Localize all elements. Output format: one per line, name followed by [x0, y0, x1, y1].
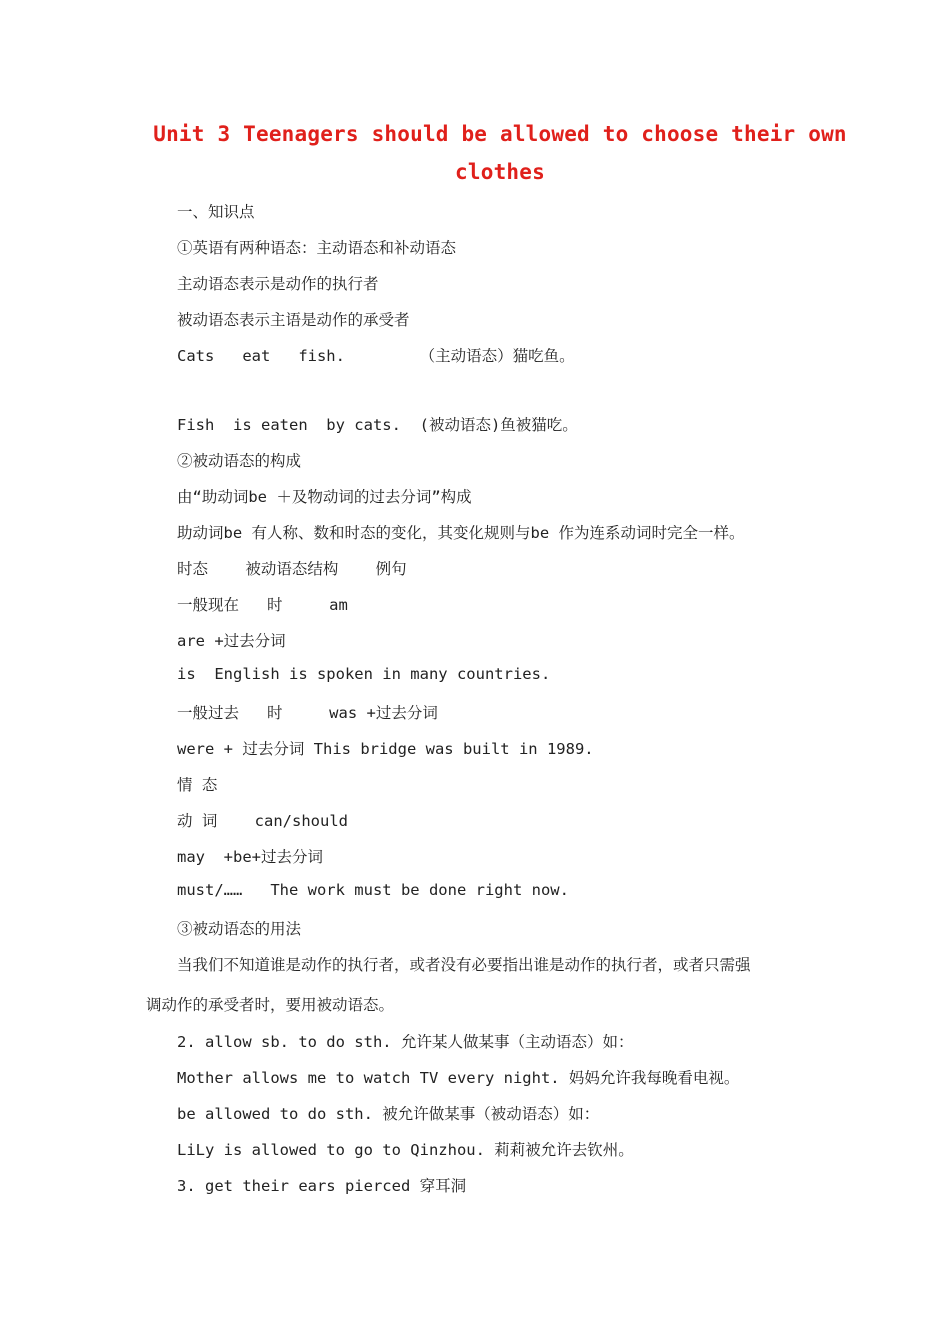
table-header-line: 时态 被动语态结构 例句	[177, 560, 407, 578]
text-line: ①英语有两种语态：主动语态和补动语态	[177, 239, 457, 257]
example-line: Fish is eaten by cats. (被动语态)鱼被猫吃。	[177, 416, 578, 434]
table-line: 情 态	[177, 776, 218, 794]
example-line: LiLy is allowed to go to Qinzhou. 莉莉被允许去钦州。	[177, 1141, 634, 1159]
text-line: 助动词be 有人称、数和时态的变化，其变化规则与be 作为连系动词时完全一样。	[177, 524, 745, 542]
document-title-line-2: clothes	[455, 160, 545, 184]
paragraph-line: 调动作的承受者时，要用被动语态。	[146, 996, 395, 1014]
example-line: Cats eat fish. （主动语态）猫吃鱼。	[177, 347, 575, 365]
section-heading: 一、知识点	[177, 203, 255, 221]
text-line: 主动语态表示是动作的执行者	[177, 275, 379, 293]
text-line: ③被动语态的用法	[177, 920, 302, 938]
text-line: 被动语态表示主语是动作的承受者	[177, 311, 410, 329]
text-line: 由“助动词be ＋及物动词的过去分词”构成	[177, 488, 472, 506]
table-line: 一般现在 时 am	[177, 596, 348, 614]
table-line: 动 词 can/should	[177, 812, 348, 830]
text-line: 3. get their ears pierced 穿耳洞	[177, 1177, 467, 1195]
table-line: may +be+过去分词	[177, 848, 323, 866]
text-line: be allowed to do sth. 被允许做某事（被动语态）如：	[177, 1105, 600, 1123]
table-line: must/…… The work must be done right now.	[177, 881, 569, 899]
table-line: are +过去分词	[177, 632, 286, 650]
text-line: 2. allow sb. to do sth. 允许某人做某事（主动语态）如：	[177, 1033, 634, 1051]
table-line: is English is spoken in many countries.	[177, 665, 551, 683]
table-line: were + 过去分词 This bridge was built in 1989.	[177, 740, 594, 758]
paragraph-line: 当我们不知道谁是动作的执行者，或者没有必要指出谁是动作的执行者，或者只需强	[177, 956, 751, 974]
text-line: ②被动语态的构成	[177, 452, 302, 470]
example-line: Mother allows me to watch TV every night. 妈妈允许我每晚看电视。	[177, 1069, 740, 1087]
table-line: 一般过去 时 was +过去分词	[177, 704, 438, 722]
document-title-line-1: Unit 3 Teenagers should be allowed to choose their own	[153, 122, 847, 146]
